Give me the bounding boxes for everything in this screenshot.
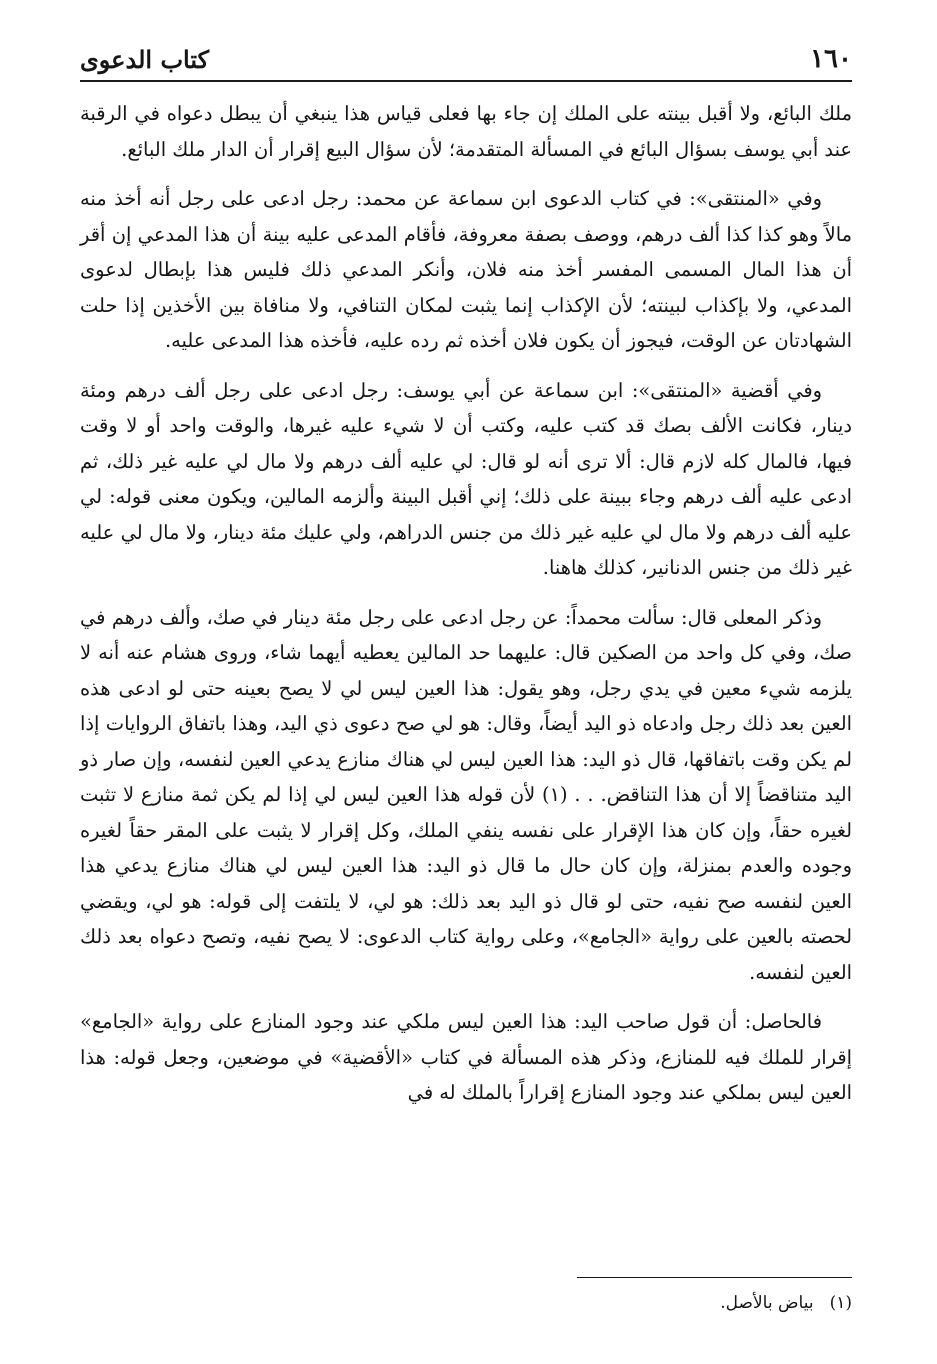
paragraph-aqdiya-muntaqa: وفي أقضية «المنتقى»: ابن سماعة عن أبي يوسف: رجل ادعى على رجل ألف درهم ومئة دينار، فكانت الألف بصك قد كتب عليه، وكتب أن لا شيء عليه غيرها، والوقت واحد أو لا وقت فيها، فالمال كله لازم قال: ألا ترى أنه لو قال: لي عليه ألف درهم ولا مال لي عليه غير ذلك، ثم ادعى عليه ألف درهم وجاء ببينة على ذلك؛ إني أقبل البينة وألزمه المالين، ويكون معنى قوله: لي عليه ألف درهم ولا مال لي عليه غير ذلك من جنس الدراهم، ولي عليك مئة دينار، ولا مال لي عليه غير ذلك من جنس الدنانير، كذلك هاهنا. bbox=[80, 378, 852, 579]
paragraph-muntaqa-ibn-samaa: وفي «المنتقى»: في كتاب الدعوى ابن سماعة عن محمد: رجل ادعى على رجل أنه أخذ منه مالاً وهو كذا كذا ألف درهم، ووصف بصفة معروفة، فأقام المدعى عليه بينة أن هذا المدعي إن أقر أن هذا المال المسمى المفسر أخذ منه فلان، وأنكر المدعي ذلك فليس هذا بإبطال لدعوى المدعي، ولا بإكذاب لبينته؛ لأن الإكذاب إنما يثبت لمكان التنافي، ولا منافاة بين الأخذين إذا حلت الشهادتان عن الوقت، فيجوز أن يكون فلان أخذه ثم رده عليه، فأخذه هذا المدعى عليه. bbox=[80, 187, 852, 352]
page-number: ١٦٠ bbox=[810, 44, 852, 74]
paragraph-conclusion: فالحاصل: أن قول صاحب اليد: هذا العين ليس ملكي عند وجود المنازع على رواية «الجامع» إقرار للملك فيه للمنازع، وذكر هذه المسألة في كتاب «الأقضية» في موضعين، وجعل قوله: هذا العين ليس بملكي عند وجود المنازع إقراراً بالملك له في bbox=[80, 1010, 852, 1104]
paragraph-continuation: ملك البائع، ولا أقبل بينته على الملك إن جاء بها فعلى قياس هذا ينبغي أن يبطل دعواه في الرقبة عند أبي يوسف بسؤال البائع في المسألة المتقدمة؛ لأن سؤال البيع إقرار أن الدار ملك البائع. bbox=[80, 102, 852, 161]
footnote-text: بياض بالأصل. bbox=[720, 1293, 814, 1313]
main-text bbox=[80, 96, 852, 1125]
book-title: كتاب الدعوى bbox=[80, 45, 210, 74]
footnote bbox=[720, 1290, 852, 1316]
paragraph-mualla: وذكر المعلى قال: سألت محمداً: عن رجل ادعى على رجل مئة دينار في صك، وألف درهم في صك، وفي كل واحد من الصكين قال: عليهما حد المالين يعطيه أيهما شاء، وروى هشام عنه أنه لا يلزمه شيء معين في يدي رجل، وهو يقول: هذا العين ليس لي لا يصح بعينه حتى لو ادعى هذه العين بعد ذلك رجل وادعاه ذو اليد أيضاً، وقال: هو لي صح دعوى ذي اليد، وهذا باتفاق الروايات إذا لم يكن وقت باتفاقها، قال ذو اليد: هذا العين ليس لي هناك منازع يدعي العين لنفسه، وإن صار ذو اليد متناقضاً إلا أن هذا التناقض. . . (١) لأن قوله هذا العين ليس لي إذا لم يكن ثمة منازع لا تثبت لغيره حقاً، وإن كان هذا الإقرار على نفسه ينفي الملك، وكل إقرار لا يثبت على المقر حقاً لغيره وجوده والعدم بمنزلة، وإن كان حال ما قال ذو اليد: هذا العين ليس لي هناك منازع يدعي هذا العين لنفسه صح نفيه، حتى لو قال ذو اليد بعد ذلك: هو لي، لا يلتفت إلى قوله: هو لي، ويقضي لحصته بالعين على رواية «الجامع»، وعلى رواية كتاب الدعوى: لا يصح نفيه، وتصح دعواه بعد ذلك العين لنفسه. bbox=[80, 605, 852, 984]
running-header bbox=[80, 38, 852, 82]
footnote-marker: (١) bbox=[829, 1293, 852, 1313]
footnote-divider bbox=[577, 1277, 852, 1278]
